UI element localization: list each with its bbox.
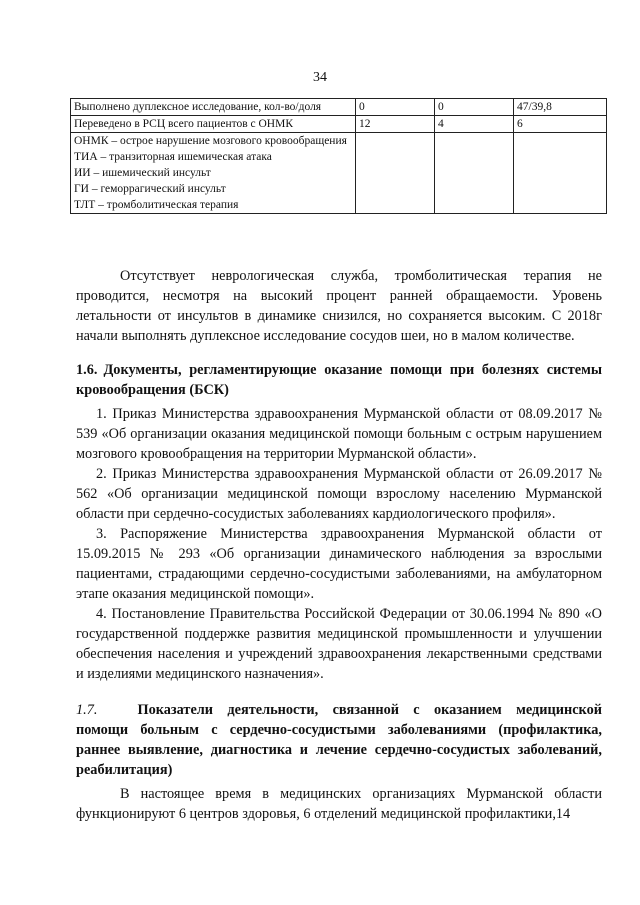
- document-item-4: 4. Постановление Правительства Российской Федерации от 30.06.1994 № 890 «О государственной поддержке развития медицинской промышленности и улучшении обеспечения населения и учреждений здравоохранения лекарственными средствами и изделиями медицинского назначения».: [76, 606, 602, 682]
- table-cell: [435, 133, 514, 214]
- section-heading-1-6: [76, 360, 602, 400]
- abbreviation-tia: ТИА – транзиторная ишемическая атака: [74, 151, 272, 163]
- table-cell: 47/39,8: [514, 99, 607, 116]
- table-cell: 4: [435, 116, 514, 133]
- abbreviation-tlt: ТЛТ – тромболитическая терапия: [74, 199, 239, 211]
- table-cell: 6: [514, 116, 607, 133]
- table-row: [71, 99, 607, 116]
- table-cell: [356, 133, 435, 214]
- final-paragraph: В настоящее время в медицинских организациях Мурманской области функционируют 6 центров здоровья, 6 отделений медицинской профилактики,14: [76, 786, 602, 822]
- table-cell: 0: [356, 99, 435, 116]
- table-row: [71, 116, 607, 133]
- section-number: 1.6.: [76, 362, 98, 378]
- document-item-2: 2. Приказ Министерства здравоохранения Мурманской области от 26.09.2017 № 562 «Об организации медицинской помощи взрослому населению Мурманской области при сердечно-сосудистых заболеваниях кардиологического профиля».: [76, 466, 602, 522]
- table-cell: 0: [435, 99, 514, 116]
- section-number: 1.7.: [76, 702, 98, 718]
- table-row: [71, 133, 607, 214]
- table-cell: Выполнено дуплексное исследование, кол-во/доля: [71, 99, 356, 116]
- abbreviation-onmk: ОНМК – острое нарушение мозгового кровообращения: [74, 135, 347, 147]
- section-title: Документы, регламентирующие оказание помощи при болезнях системы кровообращения (БСК): [76, 362, 602, 398]
- section-heading-1-7: [76, 700, 602, 780]
- page-number: 34: [313, 70, 327, 85]
- table-cell: Переведено в РСЦ всего пациентов с ОНМК: [71, 116, 356, 133]
- abbreviation-ii: ИИ – ишемический инсульт: [74, 167, 211, 179]
- intro-paragraph: Отсутствует неврологическая служба, тромболитическая терапия не проводится, несмотря на высокий процент ранней обращаемости. Уровень летальности от инсультов в динамике снизился, но сохраняется высоким. С 2018г начали выполнять дуплексное исследование сосудов шеи, но в малом количестве.: [76, 268, 602, 344]
- document-item-3: 3. Распоряжение Министерства здравоохранения Мурманской области от 15.09.2015 № 293 «Об организации динамического наблюдения за взрослыми пациентами, страдающими сердечно-сосудистыми заболеваниями, на амбулаторном этапе оказания медицинской помощи».: [76, 526, 602, 602]
- stroke-statistics-table: [70, 98, 607, 214]
- document-item-1: 1. Приказ Министерства здравоохранения Мурманской области от 08.09.2017 № 539 «Об организации оказания медицинской помощи больным с острым нарушением мозгового кровообращения на территории Мурманской области».: [76, 406, 602, 462]
- abbreviations-cell: [71, 133, 356, 214]
- table-cell: 12: [356, 116, 435, 133]
- abbreviation-gi: ГИ – геморрагический инсульт: [74, 183, 226, 195]
- section-title: Показатели деятельности, связанной с оказанием медицинской помощи больным с сердечно-сосудистыми заболеваниями (профилактика, раннее выявление, диагностика и лечение сердечно-сосудистых заболеваний, реабилитация): [76, 702, 602, 778]
- table-cell: [514, 133, 607, 214]
